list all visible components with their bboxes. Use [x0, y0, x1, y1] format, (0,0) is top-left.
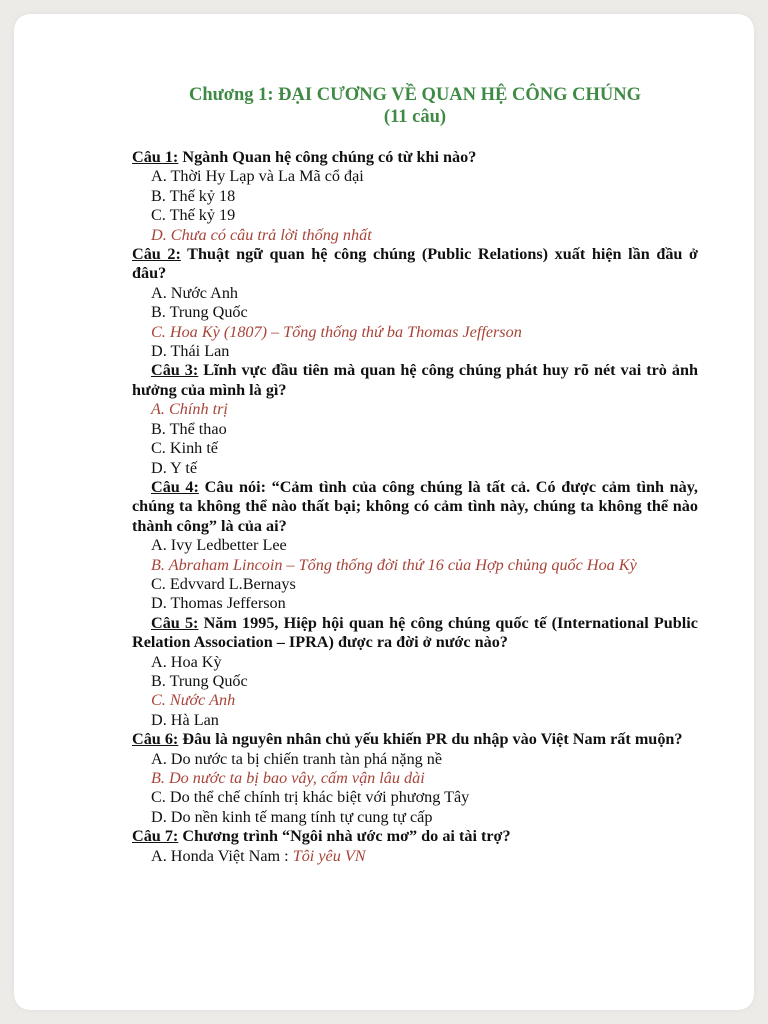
option-c-correct: C. Nước Anh	[151, 691, 236, 710]
question-text: Lĩnh vực đầu tiên mà quan hệ công chúng phát huy rõ nét vai trò ảnh hưởng của mình là gì?	[132, 361, 698, 399]
option-d: D. Thomas Jefferson	[151, 594, 286, 613]
option-c: C. Edvvard L.Bernays	[151, 574, 296, 593]
question-label: Câu 4:	[151, 477, 199, 496]
question-label: Câu 1:	[132, 148, 179, 166]
document-content	[132, 84, 698, 866]
option-a-main: A. Honda Việt Nam :	[151, 846, 293, 865]
option-b-correct: B. Do nước ta bị bao vây, cấm vận lâu dài	[151, 769, 425, 787]
option-d-correct: D. Chưa có câu trả lời thống nhất	[151, 225, 372, 244]
option-b: B. Thể thao	[151, 419, 227, 438]
option-a: A. Hoa Kỳ	[151, 652, 222, 671]
question-6	[132, 730, 698, 749]
question-3	[132, 361, 698, 400]
question-2	[132, 245, 698, 284]
option-a: A. Thời Hy Lạp và La Mã cổ đại	[151, 167, 364, 186]
option-d: D. Hà Lan	[151, 710, 219, 729]
question-text: Năm 1995, Hiệp hội quan hệ công chúng quốc tế (International Public Relation Association – IPRA) được ra đời ở nước nào?	[132, 613, 698, 652]
question-text: Ngành Quan hệ công chúng có từ khi nào?	[178, 148, 477, 166]
question-4	[132, 478, 698, 536]
question-label: Câu 5:	[151, 613, 199, 632]
question-label: Câu 3:	[151, 361, 199, 380]
question-7	[132, 827, 698, 846]
question-label: Câu 2:	[132, 245, 181, 264]
chapter-question-count: (11 câu)	[383, 107, 447, 127]
option-b: B. Trung Quốc	[151, 671, 248, 690]
option-d: D. Do nền kinh tế mang tính tự cung tự cấp	[151, 807, 433, 826]
question-label: Câu 6:	[132, 730, 179, 749]
option-a-correct: A. Chính trị	[151, 400, 228, 419]
option-c: C. Thế kỷ 19	[151, 206, 236, 225]
option-a	[132, 847, 698, 866]
option-b: B. Trung Quốc	[151, 303, 248, 322]
option-c: C. Kinh tế	[151, 439, 218, 458]
option-c: C. Do thể chế chính trị khác biệt với phương Tây	[151, 788, 470, 807]
question-text: Chương trình “Ngôi nhà ước mơ” do ai tài trợ?	[178, 827, 511, 846]
option-b-correct: B. Abraham Lincoin – Tổng thống đời thứ 16 của Hợp chủng quốc Hoa Kỳ	[151, 555, 637, 574]
option-a-note: Tôi yêu VN	[292, 846, 366, 865]
question-text: Đâu là nguyên nhân chủ yếu khiến PR du nhập vào Việt Nam rất muộn?	[178, 730, 683, 749]
question-1	[132, 148, 698, 167]
option-d: D. Y tế	[151, 458, 198, 477]
option-a: A. Ivy Ledbetter Lee	[151, 536, 287, 555]
option-a: A. Nước Anh	[151, 283, 239, 302]
question-5	[132, 614, 698, 653]
question-text: Thuật ngữ quan hệ công chúng (Public Relations) xuất hiện lần đầu ở đâu?	[132, 245, 698, 283]
chapter-title: Chương 1: ĐẠI CƯƠNG VỀ QUAN HỆ CÔNG CHÚNG	[188, 85, 641, 105]
question-label: Câu 7:	[132, 827, 179, 846]
option-c-correct: C. Hoa Kỳ (1807) – Tổng thống thứ ba Thomas Jefferson	[151, 322, 522, 341]
option-b: B. Thế kỷ 18	[151, 186, 236, 205]
option-a: A. Do nước ta bị chiến tranh tàn phá nặng nề	[151, 749, 443, 768]
document-page	[14, 14, 754, 1010]
option-d: D. Thái Lan	[151, 342, 230, 361]
question-text: Câu nói: “Cảm tình của công chúng là tất cả. Có được cảm tình này, chúng ta không thể nào thất bại; không có cảm tình này, chúng ta không thể nào thành công” là của ai?	[132, 477, 698, 535]
